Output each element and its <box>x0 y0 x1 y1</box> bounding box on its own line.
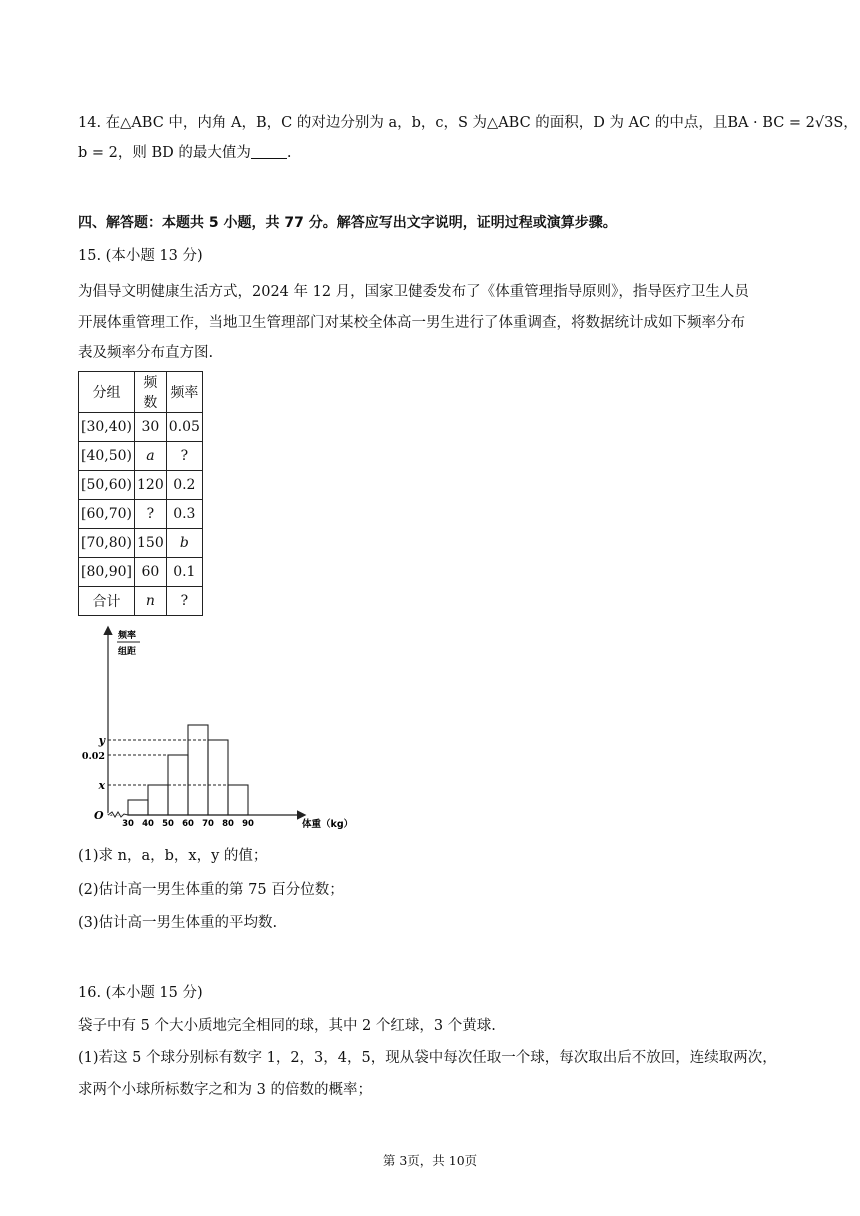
table-row <box>79 529 203 558</box>
table-cell: b <box>166 529 202 558</box>
q16-header: 16. (本小题 15 分) <box>78 985 203 1001</box>
table-cell: 120 <box>135 471 167 500</box>
table-cell: ? <box>135 500 167 529</box>
table-cell: ? <box>166 442 202 471</box>
answer-blank <box>251 144 287 159</box>
table-row <box>79 558 203 587</box>
table-cell: 60 <box>135 558 167 587</box>
q15-intro-2: 开展体重管理工作，当地卫生管理部门对某校全体高一男生进行了体重调查，将数据统计成如下频率分布 <box>78 315 745 331</box>
q14-line2-end: . <box>286 145 292 161</box>
table-header-row <box>79 372 203 413</box>
table-header: 频数 <box>135 372 167 413</box>
y-tick-label: 0.02 <box>81 751 105 762</box>
table-row <box>79 471 203 500</box>
histogram-bar <box>228 785 248 815</box>
table-cell: 30 <box>135 413 167 442</box>
table-cell: [60,70) <box>79 500 135 529</box>
section-heading: 四、解答题：本题共 5 小题，共 77 分。解答应写出文字说明，证明过程或演算步骤。 <box>78 215 617 231</box>
page-footer: 第 3页，共 10页 <box>382 1153 478 1168</box>
histogram-bar <box>208 740 228 815</box>
table-cell: [40,50) <box>79 442 135 471</box>
q15-intro-3: 表及频率分布直方图. <box>78 345 214 361</box>
x-tick-label: 90 <box>242 819 254 829</box>
q15-sub3: (3)估计高一男生体重的平均数. <box>78 915 278 931</box>
x-tick-label: 30 <box>122 819 134 829</box>
y-label-top: 频率 <box>118 631 137 641</box>
y-label-bottom: 组距 <box>118 647 137 657</box>
histogram-bar <box>188 725 208 815</box>
q14-line2 <box>78 143 291 163</box>
table-header: 频率 <box>166 372 202 413</box>
q16-intro: 袋子中有 5 个大小质地完全相同的球，其中 2 个红球，3 个黄球. <box>78 1018 496 1034</box>
x-tick-label: 80 <box>222 819 234 829</box>
table-header: 分组 <box>79 372 135 413</box>
x-tick-label: 70 <box>202 819 214 829</box>
q14-line2-text: b = 2，则 BD 的最大值为 <box>78 145 251 161</box>
table-row <box>79 442 203 471</box>
y-tick-label: y <box>98 734 105 747</box>
histogram-bar <box>148 785 168 815</box>
q16-sub1-line1: (1)若这 5 个球分别标有数字 1，2，3，4，5，现从袋中每次任取一个球，每次取出后不放回，连续取两次， <box>78 1050 777 1066</box>
frequency-histogram <box>81 622 363 834</box>
x-tick-label: 60 <box>182 819 194 829</box>
q15-sub2: (2)估计高一男生体重的第 75 百分位数； <box>78 882 344 898</box>
table-cell: 0.3 <box>166 500 202 529</box>
table-cell: 合计 <box>79 587 135 616</box>
table-cell: [30,40) <box>79 413 135 442</box>
table-row <box>79 413 203 442</box>
table-cell: [50,60) <box>79 471 135 500</box>
frequency-table <box>78 371 203 616</box>
q15-header: 15. (本小题 13 分) <box>78 248 203 264</box>
table-cell: 0.1 <box>166 558 202 587</box>
table-cell: n <box>135 587 167 616</box>
table-cell: ? <box>166 587 202 616</box>
table-row <box>79 500 203 529</box>
table-cell: 0.05 <box>166 413 202 442</box>
table-cell: [80,90] <box>79 558 135 587</box>
origin-label: O <box>94 809 104 822</box>
table-cell: 0.2 <box>166 471 202 500</box>
q16-sub1-line2: 求两个小球所标数字之和为 3 的倍数的概率； <box>78 1082 372 1098</box>
x-tick-label: 50 <box>162 819 174 829</box>
x-tick-label: 40 <box>142 819 154 829</box>
y-tick-label: x <box>98 779 105 792</box>
table-row <box>79 587 203 616</box>
table-cell: [70,80) <box>79 529 135 558</box>
q14-line1: 14. 在△ABC 中，内角 A，B，C 的对边分别为 a，b，c，S 为△ABC 的面积，D 为 AC 的中点，且BA · BC = 2√3S， <box>78 115 858 131</box>
x-axis-label: 体重（kg） <box>302 819 354 830</box>
histogram-bar <box>128 800 148 815</box>
table-cell: 150 <box>135 529 167 558</box>
q15-intro-1: 为倡导文明健康生活方式，2024 年 12 月，国家卫健委发布了《体重管理指导原则》，指导医疗卫生人员 <box>78 284 749 300</box>
table-cell: a <box>135 442 167 471</box>
q15-sub1: (1)求 n，a，b，x，y 的值； <box>78 848 268 864</box>
